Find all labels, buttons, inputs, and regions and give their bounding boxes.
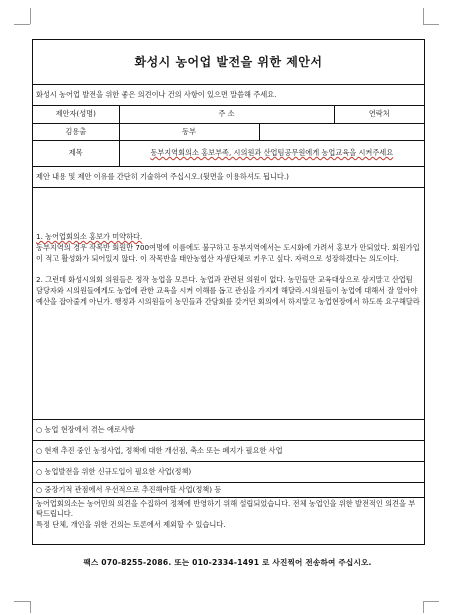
info-section — [33, 106, 424, 167]
subject-row — [33, 140, 424, 166]
proposal-form — [32, 39, 425, 545]
option-row-3 — [33, 462, 424, 483]
info-table — [33, 106, 424, 166]
crop-mark-bottom-right-h — [423, 601, 439, 602]
option-text-3: ○ 농업발전을 위한 신규도입이 필요한 사업(정책) — [36, 467, 192, 477]
subject-value-text: 동부지역회의소 홍보부족, 시의원과 산업팀공무원에게 농업교육을 시켜주세요 — [150, 148, 394, 158]
intro-text: 화성시 농어업 발전을 위한 좋은 의견이나 건의 사항이 있으면 말씀해 주세요. — [36, 90, 277, 100]
option-text-4: ○ 중장기적 관점에서 우선적으로 추진해야할 사업(정책) 등 — [36, 485, 222, 495]
contact-line: 팩스 070-8255-2086. 또는 010-2334-1491 로 사진찍어 전송하여 주십시오. — [83, 558, 372, 567]
option-text-2: ○ 현재 추진 중인 농정사업, 정책에 대한 개선점, 축소 또는 폐지가 필요한 사업 — [36, 446, 283, 456]
address-value[interactable]: 동부 — [119, 123, 259, 140]
crop-mark-bottom-left-v — [30, 601, 31, 613]
paragraph-gap — [36, 264, 421, 274]
instruction-text: 제안 내용 및 제안 이유를 간단히 기술하여 주십시오.(뒷면을 이용하셔도 됩니다.) — [36, 172, 289, 182]
intro-row — [33, 85, 424, 106]
crop-mark-top-right-h — [423, 24, 439, 25]
crop-mark-top-left-v — [30, 8, 31, 24]
option-row-2 — [33, 441, 424, 462]
crop-mark-top-left-h — [14, 24, 30, 25]
footer-line-1: 농어업회의소는 농어민의 의견을 수집하여 정책에 반영하기 위해 설립되었습니다. 전체 농업인을 위한 발전적인 의견을 부탁드립니다. — [36, 499, 416, 518]
paragraph-2-text: 2. 그런데 화성시의회 의원들은 정작 농업을 모른다. 농업과 관련된 의원이 없다. 농민들만 교육대상으로 삼지말고 산업팀 담당자와 시의원들에게도 농업에 관한 교육을 시켜 이해를 돕고 관심을 가지게 해달라.시의원들이 농업에 대해서 잘 알아야 예산을 잡아줄게 아닌가. 행정과 시의원들이 농민들과 간담회를 갖거던 회의에서 하지말고 농업현장에서 하도록 요구해달라 — [36, 275, 420, 307]
crop-mark-bottom-right-v — [423, 601, 424, 613]
option-text-1: ○ 농업 현장에서 겪는 애로사항 — [36, 425, 135, 435]
paragraph-1-title-text: 1. 농어업회의소 홍보가 미약하다. — [36, 232, 143, 241]
subject-label: 제목 — [33, 140, 119, 166]
body-spacer — [36, 190, 421, 232]
address-label: 주 소 — [119, 106, 334, 123]
paragraph-1-title — [36, 232, 421, 242]
info-header-row — [33, 106, 424, 123]
proposal-body[interactable] — [33, 188, 424, 420]
footer-line-2: 특정 단체, 개인을 위한 건의는 토론에서 제외할 수 있습니다. — [36, 520, 226, 530]
title-row — [33, 40, 424, 85]
instruction-row — [33, 167, 424, 188]
option-row-1 — [33, 420, 424, 441]
contact-label: 연락처 — [334, 106, 424, 123]
paragraph-1-text: 동부지역의 경우 작목반 회원만 700여명에 이름에도 불구하고 동부지역에서는 도시화에 가려서 홍보가 안되었다. 회원가입이 적고 활성화가 되어있지 않다. 이 작목반을 태안농협산 자생단체로 키우고 싶다. 자력으로 성장하겠다는 의도이다. — [36, 242, 420, 263]
info-value-row — [33, 123, 424, 140]
option-row-4 — [33, 483, 424, 498]
name-label: 제안자(성명) — [33, 106, 119, 123]
footer-notes — [33, 498, 424, 544]
crop-mark-bottom-left-h — [14, 601, 30, 602]
contact-value[interactable] — [259, 123, 424, 140]
crop-mark-top-right-v — [423, 8, 424, 24]
name-value[interactable]: 김용출 — [33, 123, 119, 140]
subject-value[interactable] — [119, 140, 424, 166]
form-title: 화성시 농어업 발전을 위한 제안서 — [134, 54, 323, 69]
